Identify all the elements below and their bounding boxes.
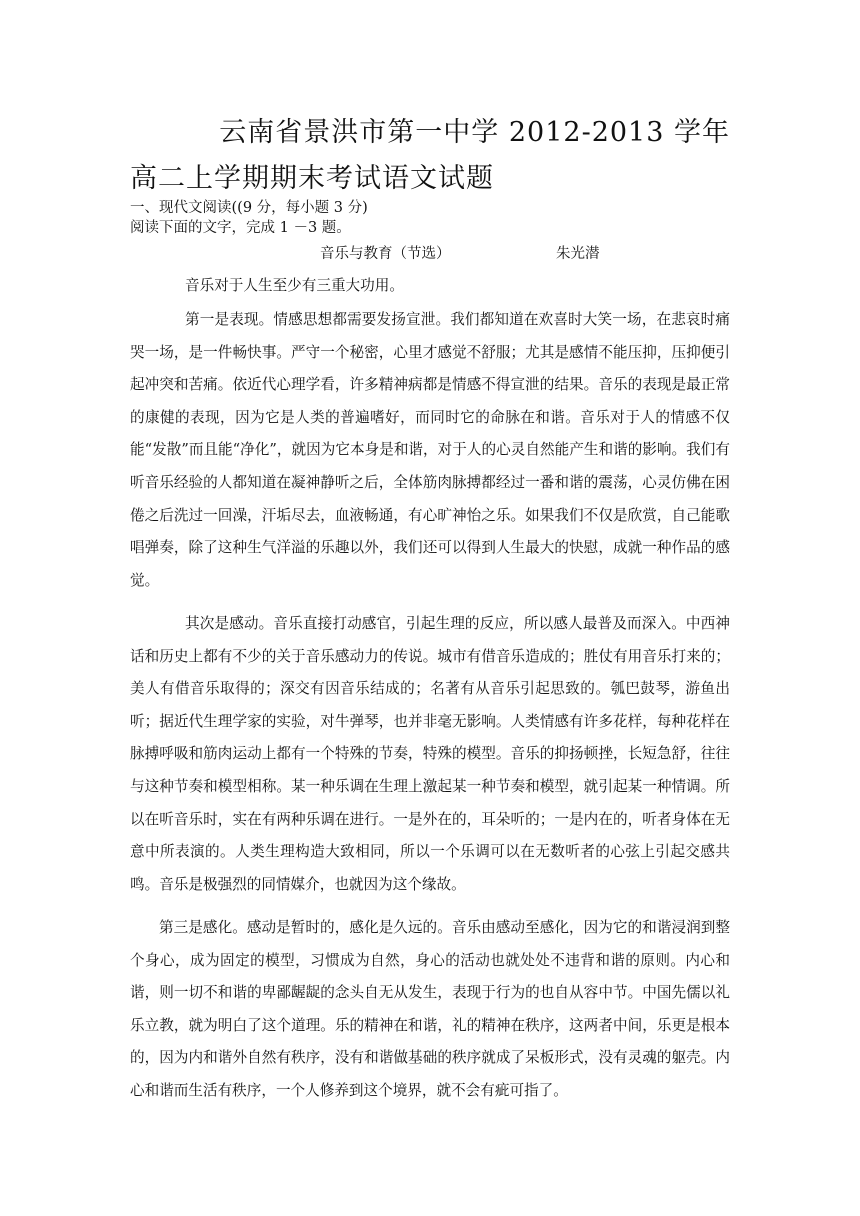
article-paragraph-emotion: 其次是感动。音乐直接打动感官，引起生理的反应，所以感人最普及而深入。中西神话和历史上都有不少的关于音乐感动力的传说。城市有借音乐造成的；胜仗有用音乐打来的；美人有借音乐取得的；深交有因音乐结成的；名著有从音乐引起思致的。瓠巴鼓琴，游鱼出听；据近代生理学家的实验，对牛弹琴，也并非毫无影响。人类情感有许多花样，每种花样在脉搏呼吸和筋肉运动上都有一个特殊的节奏，特殊的模型。音乐的抑扬顿挫，长短急舒，往往与这种节奏和模型相称。某一种乐调在生理上激起某一种节奏和模型，就引起某一种情调。所以在听音乐时，实在有两种乐调在进行。一是外在的，耳朵听的；一是内在的，听者身体在无意中所表演的。人类生理构造大致相同，所以一个乐调可以在无数听者的心弦上引起交感共鸣。音乐是极强烈的同情媒介，也就因为这个缘故。 — [130, 615, 730, 893]
section-heading: 一、现代文阅读((9 分，每小题 3 分) — [130, 200, 368, 216]
article-paragraph-influence: 第三是感化。感动是暂时的，感化是久远的。音乐由感动至感化，因为它的和谐浸润到整个身心，成为固定的模型，习惯成为自然，身心的活动也就处处不违背和谐的原则。内心和谐，则一切不和谐的卑鄙龌龊的念头自无从发生，表现于行为的也自从容中节。中国先儒以礼乐立教，就为明白了这个道理。乐的精神在和谐，礼的精神在秩序，这两者中间，乐更是根本的，因为内和谐外自然有秩序，没有和谐做基础的秩序就成了呆板形式，没有灵魂的躯壳。内心和谐而生活有秩序，一个人修养到这个境界，就不会有疵可指了。 — [130, 919, 730, 1099]
exam-title-line1: 云南省景洪市第一中学 2012-2013 学年 — [219, 117, 730, 148]
article-title: 音乐与教育（节选） — [320, 246, 451, 262]
article-paragraph-intro: 音乐对于人生至少有三重大功用。 — [185, 277, 404, 294]
section-instruction: 阅读下面的文字，完成 1 －3 题。 — [130, 220, 351, 236]
exam-title-line2: 高二上学期期末考试语文试题 — [130, 163, 494, 194]
article-paragraph-expression: 第一是表现。情感思想都需要发扬宣泄。我们都知道在欢喜时大笑一场，在悲哀时痛哭一场，是一件畅快事。严守一个秘密，心里才感觉不舒服；尤其是感情不能压抑，压抑便引起冲突和苦痛。依近代心理学看，许多精神病都是情感不得宣泄的结果。音乐的表现是最正常的康健的表现，因为它是人类的普遍嗜好，而同时它的命脉在和谐。音乐对于人的情感不仅能“发散”而且能“净化”，就因为它本身是和谐，对于人的心灵自然能产生和谐的影响。我们有听音乐经验的人都知道在凝神静听之后，全体筋肉脉搏都经过一番和谐的震荡，心灵仿佛在困倦之后洗过一回澡，汗垢尽去，血液畅通，有心旷神怡之乐。如果我们不仅是欣赏，自己能歌唱弹奏，除了这种生气洋溢的乐趣以外，我们还可以得到人生最大的快慰，成就一种作品的感觉。 — [130, 311, 730, 589]
article-author: 朱光潜 — [556, 246, 600, 262]
